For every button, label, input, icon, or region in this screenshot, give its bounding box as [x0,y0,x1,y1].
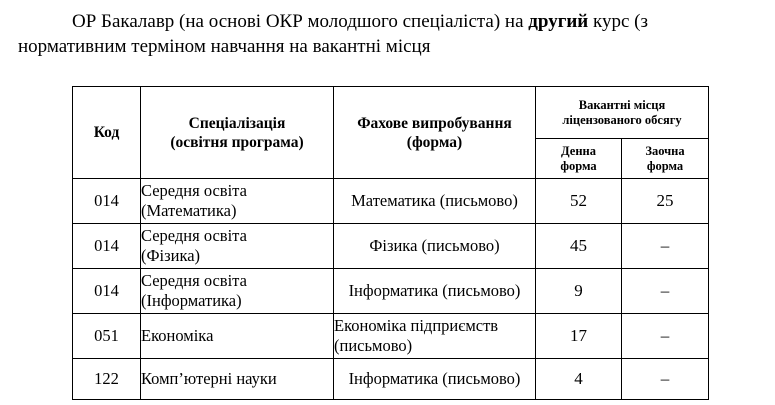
cell-exam-line2: (письмово) [334,336,413,355]
header-day-line1: Денна [561,143,596,158]
cell-day: 4 [536,359,622,400]
cell-day: 52 [536,179,622,224]
header-extramural-line1: Заочна [645,143,685,158]
cell-specialization [141,269,334,314]
cell-specialization: Економіка [141,314,334,359]
cell-spec-line1: Середня освіта [141,271,247,290]
header-day-form [536,139,622,179]
table-row [73,314,709,359]
header-vacant-places [536,87,709,139]
cell-extramural: – [622,269,709,314]
header-vacant-line2: ліцензованого обсягу [562,112,682,127]
header-extramural-form [622,139,709,179]
table-row [73,269,709,314]
cell-exam-line1: Економіка підприємств [334,316,499,335]
table-row [73,179,709,224]
cell-day: 45 [536,224,622,269]
cell-spec-line2: (Інформатика) [141,291,242,310]
cell-spec-line2: (Математика) [141,201,237,220]
header-code: Код [73,87,141,179]
intro-line-2: нормативним терміном навчання на вакантні місця [18,36,431,57]
header-exam [334,87,536,179]
cell-code: 051 [73,314,141,359]
header-extramural-line2: форма [646,158,684,173]
cell-extramural: – [622,314,709,359]
cell-exam: Інформатика (письмово) [334,359,536,400]
cell-specialization [141,179,334,224]
cell-exam: Інформатика (письмово) [334,269,536,314]
header-specialization [141,87,334,179]
cell-code: 014 [73,224,141,269]
vacancies-table [72,86,709,400]
table-row [73,359,709,400]
header-exam-line2: (форма) [406,133,463,151]
header-vacant-line1: Вакантні місця [578,97,666,112]
cell-specialization: Комп’ютерні науки [141,359,334,400]
cell-spec-line1: Середня освіта [141,226,247,245]
cell-exam: Математика (письмово) [334,179,536,224]
cell-spec-line1: Середня освіта [141,181,247,200]
header-day-line2: форма [560,158,597,173]
header-row-1 [73,87,709,139]
header-spec-line1: Спеціалізація [188,114,286,132]
intro-line-1 [18,9,775,34]
cell-exam [334,314,536,359]
intro-text-part2: курс (з [588,11,648,32]
cell-extramural: – [622,359,709,400]
table-row [73,224,709,269]
cell-spec-line2: (Фізика) [141,246,201,265]
cell-exam: Фізика (письмово) [334,224,536,269]
intro-text-part1: ОР Бакалавр (на основі ОКР молодшого спеціаліста) на [72,11,529,32]
cell-day: 17 [536,314,622,359]
cell-extramural: 25 [622,179,709,224]
cell-code: 014 [73,179,141,224]
cell-day: 9 [536,269,622,314]
intro-paragraph [18,9,775,59]
intro-bold-word: другий [528,11,589,32]
cell-extramural: – [622,224,709,269]
cell-specialization [141,224,334,269]
cell-code: 014 [73,269,141,314]
header-spec-line2: (освітня програма) [170,133,304,151]
cell-code: 122 [73,359,141,400]
header-exam-line1: Фахове випробування [357,114,512,132]
